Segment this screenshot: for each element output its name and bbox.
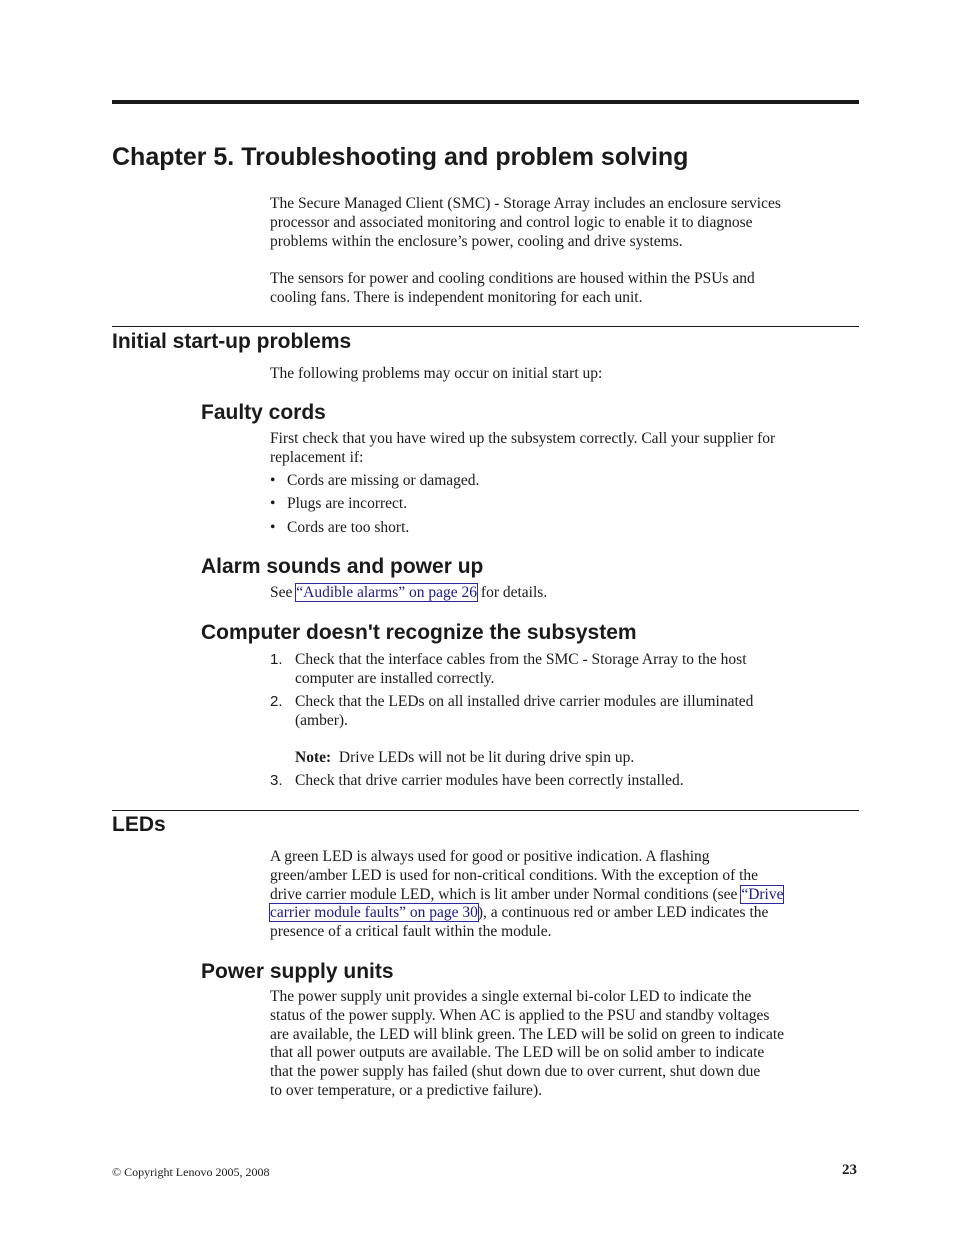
item-number: 1.	[270, 651, 283, 668]
list-item	[270, 519, 409, 538]
drive-carrier-faults-link[interactable]: “Drive	[741, 885, 784, 903]
text-line: replacement if:	[270, 448, 364, 466]
text-line: The following problems may occur on initial start up:	[270, 365, 603, 382]
list-item	[270, 495, 407, 514]
text-line: (amber).	[295, 711, 348, 729]
top-rule	[112, 100, 859, 104]
text-line: that the power supply has failed (shut down due to over current, shut down due	[270, 1063, 761, 1081]
heading-alarm-sounds: Alarm sounds and power up	[201, 555, 484, 578]
intro-paragraph-2	[270, 270, 860, 308]
list-item-text: Plugs are incorrect.	[287, 495, 408, 512]
initial-text	[270, 365, 860, 384]
list-item-text: Cords are missing or damaged.	[287, 472, 480, 489]
item-number: 2.	[270, 693, 283, 710]
list-item	[270, 472, 479, 491]
list-item-text: Cords are too short.	[287, 519, 410, 536]
text-line: First check that you have wired up the subsystem correctly. Call your supplier for	[270, 430, 776, 447]
bullet-icon: •	[270, 519, 276, 536]
text-span: ), a continuous red or amber LED indicates the	[477, 904, 769, 922]
intro-paragraph-1	[270, 195, 860, 251]
text-line: that all power outputs are available. The LED will be on solid amber to indicate	[270, 1044, 765, 1062]
text-line: Check that the LEDs on all installed drive carrier modules are illuminated	[295, 693, 754, 710]
drive-carrier-faults-link-cont[interactable]: carrier module faults” on page 30	[270, 904, 478, 922]
text-line: The power supply unit provides a single external bi-color LED to indicate the	[270, 988, 752, 1005]
text-line: presence of a critical fault within the module.	[270, 923, 552, 941]
bullet-icon: •	[270, 495, 276, 512]
text-line: Check that the interface cables from the SMC - Storage Array to the host	[295, 651, 747, 668]
text-span: for details.	[477, 584, 548, 601]
alarm-paragraph	[270, 584, 860, 603]
item-number: 3.	[270, 772, 283, 789]
text-line: computer are installed correctly.	[295, 669, 495, 687]
text-span: See	[270, 584, 297, 601]
note-label: Note:	[295, 749, 332, 766]
heading-leds: LEDs	[112, 813, 166, 836]
text-line: A green LED is always used for good or positive indication. A flashing	[270, 848, 710, 865]
text-span: drive carrier module LED, which is lit amber under Normal conditions (see	[270, 885, 742, 903]
text-line: status of the power supply. When AC is applied to the PSU and standby voltages	[270, 1006, 770, 1024]
heading-initial-startup: Initial start-up problems	[112, 330, 352, 353]
chapter-title: Chapter 5. Troubleshooting and problem solving	[112, 143, 689, 171]
text-line: cooling fans. There is independent monitoring for each unit.	[270, 288, 643, 306]
footer-copyright: © Copyright Lenovo 2005, 2008	[112, 1165, 270, 1179]
text-line: are available, the LED will blink green. The LED will be solid on green to indicate	[270, 1025, 785, 1043]
text-line: problems within the enclosure’s power, cooling and drive systems.	[270, 232, 683, 250]
note-text: Drive LEDs will not be lit during drive spin up.	[338, 749, 635, 766]
psu-paragraph	[270, 988, 860, 1101]
text-line: Check that drive carrier modules have been correctly installed.	[295, 772, 684, 789]
text-line: The sensors for power and cooling conditions are housed within the PSUs and	[270, 270, 755, 287]
text-line: The Secure Managed Client (SMC) - Storage Array includes an enclosure services	[270, 195, 781, 212]
bullet-icon: •	[270, 472, 276, 489]
heading-faulty-cords: Faulty cords	[201, 401, 326, 424]
text-line: green/amber LED is used for non-critical conditions. With the exception of the	[270, 866, 759, 884]
section-rule	[112, 810, 859, 811]
text-line: processor and associated monitoring and control logic to enable it to diagnose	[270, 213, 753, 231]
audible-alarms-link[interactable]: “Audible alarms” on page 26	[296, 584, 478, 601]
leds-paragraph	[270, 848, 860, 942]
heading-computer-not-recognize: Computer doesn't recognize the subsystem	[201, 621, 637, 644]
page-number: 23	[842, 1162, 857, 1178]
heading-power-supply-units: Power supply units	[201, 960, 394, 983]
section-rule	[112, 326, 859, 327]
text-line: to over temperature, or a predictive failure).	[270, 1081, 542, 1099]
faulty-paragraph	[270, 430, 860, 468]
